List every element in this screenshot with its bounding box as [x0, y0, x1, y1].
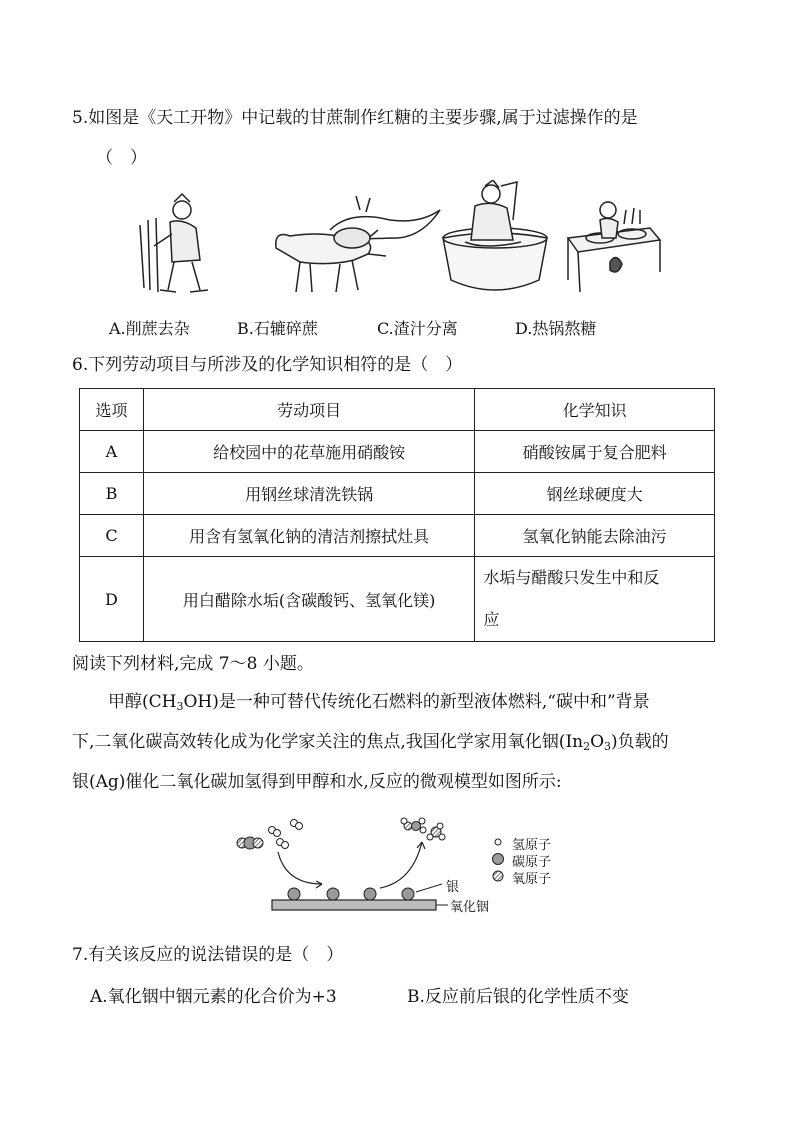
- table-row: [80, 431, 715, 473]
- row-task: 用钢丝球清洗铁锅: [143, 473, 474, 515]
- water-molecule: [427, 823, 445, 840]
- q7-option-b: B.反应前后银的化学性质不变: [407, 987, 629, 1007]
- row-option: A: [80, 431, 144, 473]
- q5-illustrations: [130, 180, 670, 305]
- h2-molecules: [269, 820, 303, 849]
- row-task: 给校园中的花草施用硝酸铵: [143, 431, 474, 473]
- row-knowledge: [475, 557, 715, 642]
- q7-stem: 7.有关该反应的说法错误的是（ ）: [72, 945, 344, 965]
- row-task: 用白醋除水垢(含碳酸钙、氢氧化镁): [143, 557, 474, 642]
- illustration-boiling-pot: [568, 202, 660, 292]
- table-row: [80, 515, 715, 557]
- indium-oxide-support: [272, 900, 436, 910]
- q7-option-a: A.氧化铟中铟元素的化合价为+3: [90, 987, 337, 1007]
- illustration-ox-roller: [276, 196, 440, 292]
- label-silver: 银: [446, 880, 460, 895]
- silver-atom: [288, 888, 300, 900]
- methanol-molecule: [401, 818, 426, 833]
- table-row: [80, 473, 715, 515]
- row-task: 用含有氢氧化钠的清洁剂擦拭灶具: [143, 515, 474, 557]
- q6-stem: 6.下列劳动项目与所涉及的化学知识相符的是（ ）: [72, 355, 463, 375]
- row-knowledge: 硝酸铵属于复合肥料: [475, 431, 715, 473]
- q5-stem: 5.如图是《天工开物》中记载的甘蔗制作红糖的主要步骤,属于过滤操作的是: [72, 108, 638, 128]
- table-row: [80, 557, 715, 642]
- header-option: 选项: [80, 389, 144, 431]
- row-option: C: [80, 515, 144, 557]
- material-line-3: 银(Ag)催化二氧化碳加氢得到甲醇和水,反应的微观模型如图所示:: [72, 772, 562, 792]
- row-knowledge: 氢氧化钠能去除油污: [475, 515, 715, 557]
- illustration-vat-filter: [443, 180, 547, 290]
- silver-atom: [402, 888, 414, 900]
- row-option: B: [80, 473, 144, 515]
- arrow-in: [278, 852, 322, 884]
- row-knowledge: 钢丝球硬度大: [475, 473, 715, 515]
- silver-atom: [327, 888, 339, 900]
- material-line-1: 甲醇$(CH_3OH)$是一种可替代传统化石燃料的新型液体燃料,“碳中和”背景: [108, 692, 650, 713]
- q6-table: [79, 388, 715, 642]
- material-line-2: 下,二氧化碳高效转化成为化学家关注的焦点,我国化学家用氧化铟$(In_2O_3)$负载的: [72, 732, 669, 753]
- row-knowledge-line1: 水垢与醋酸只发生中和反: [483, 568, 660, 587]
- legend-hydrogen: 氢原子: [512, 838, 552, 853]
- hydrogen-legend-icon: [495, 839, 501, 845]
- oxygen-legend-icon: [493, 871, 503, 881]
- label-indium-oxide: 氧化铟: [450, 900, 490, 915]
- silver-atom: [364, 888, 376, 900]
- arrow-out: [380, 842, 422, 888]
- illustration-cutting-cane: [140, 194, 208, 292]
- legend-carbon: 碳原子: [512, 855, 552, 870]
- table-header-row: [80, 389, 715, 431]
- q5-option-a: A.削蔗去杂: [109, 319, 190, 338]
- q5-option-b: B.石辘碎蔗: [237, 319, 318, 338]
- row-option: D: [80, 557, 144, 642]
- header-knowledge: 化学知识: [475, 389, 715, 431]
- reaction-diagram: [230, 812, 560, 918]
- header-task: 劳动项目: [143, 389, 474, 431]
- q5-option-d: D.热锅熬糖: [515, 319, 597, 338]
- carbon-legend-icon: [493, 854, 504, 865]
- legend-oxygen: 氧原子: [512, 872, 552, 887]
- q5-option-c: C.渣汁分离: [377, 319, 458, 338]
- co2-molecule: [237, 837, 263, 849]
- material-intro: 阅读下列材料,完成 7～8 小题。: [72, 654, 314, 674]
- row-knowledge-line2: 应: [483, 610, 500, 629]
- q5-answer-blank: （ ）: [96, 148, 147, 168]
